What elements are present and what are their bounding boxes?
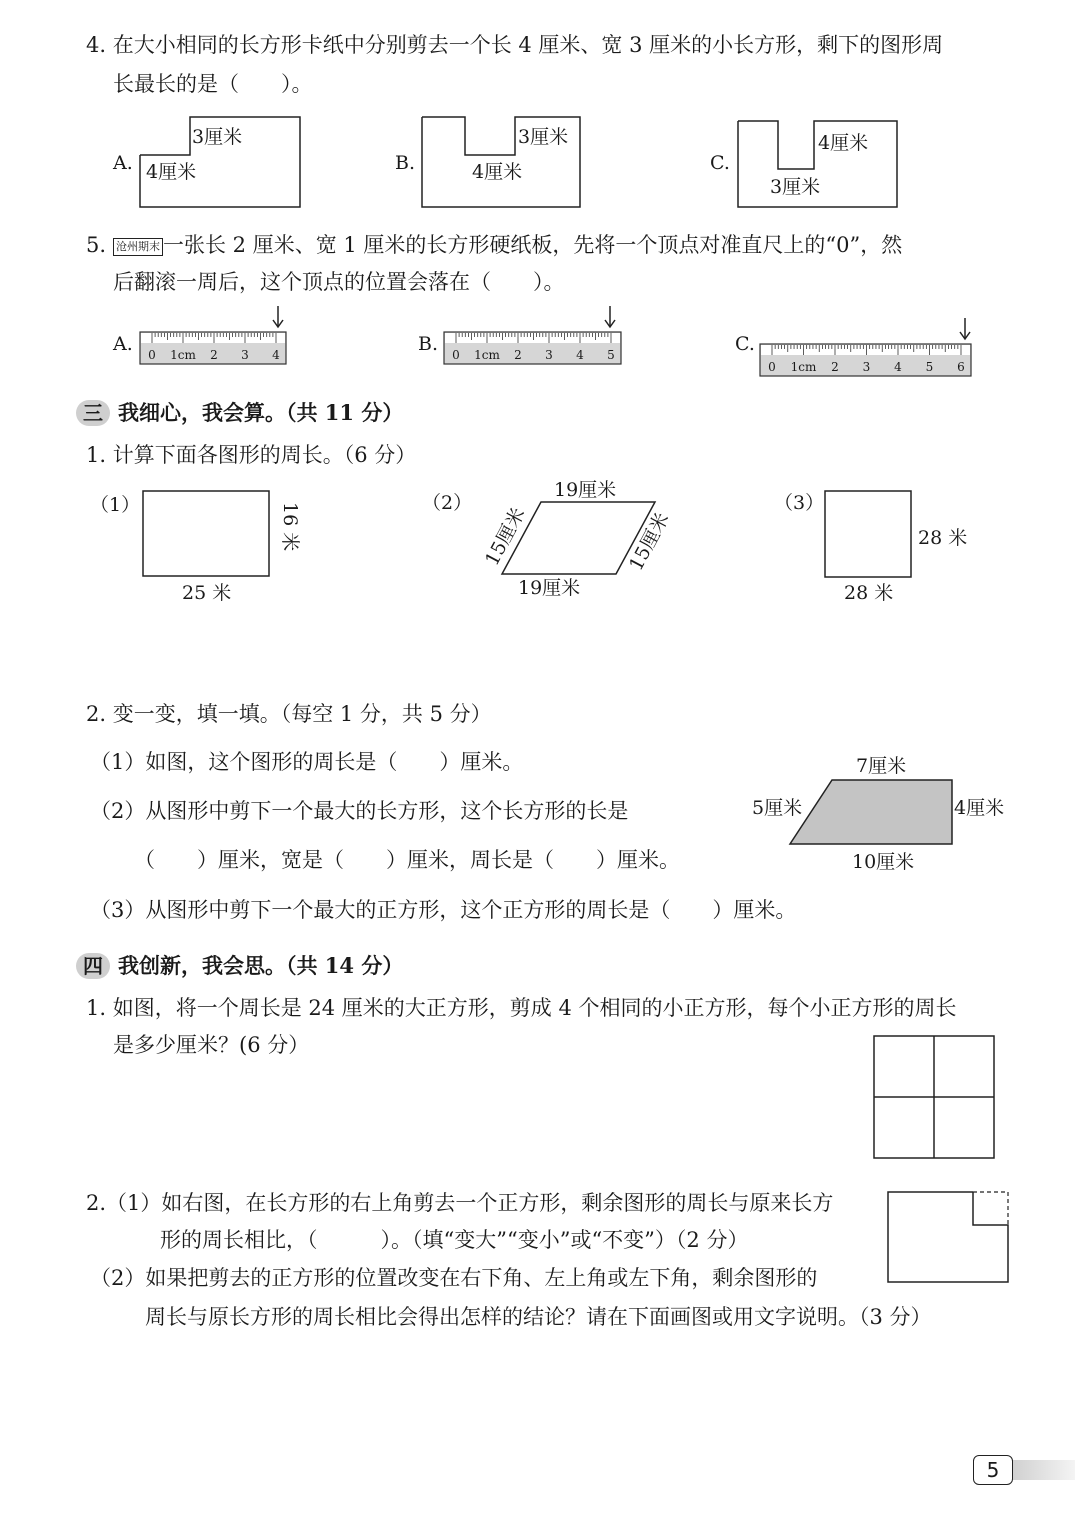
ruler-c-label: 4 (894, 360, 902, 374)
ruler-a-label: 0 (148, 348, 156, 362)
q4-figure-a (138, 115, 308, 215)
q4-b-label-top: 3厘米 (518, 126, 569, 148)
s3-figure2-number: （2） (422, 492, 473, 514)
ruler-c-label: 2 (831, 360, 839, 374)
ruler-c-label: 3 (862, 360, 871, 374)
s3-figure3-square (822, 488, 982, 608)
q4-option-b[interactable]: B. (395, 152, 416, 174)
q5-arrow-a (270, 304, 290, 330)
q5-ruler-c (760, 340, 975, 380)
s4-q2-rectangle-figure (886, 1190, 1012, 1286)
s3-f2-label-left: 15厘米 (480, 504, 530, 570)
ruler-b-label: 2 (514, 348, 522, 362)
s3-q2-part3: （3）从图形中剪下一个最大的正方形，这个正方形的周长是（ ）厘米。 (90, 898, 797, 922)
s4-q2-line4: 周长与原长方形的周长相比会得出怎样的结论？请在下面画图或用文字说明。（3 分） (145, 1305, 932, 1329)
page-number-bar (1005, 1460, 1075, 1480)
q4-text-line2: 长最长的是（ ）。 (113, 72, 313, 96)
q4-c-label-bottom: 3厘米 (770, 176, 821, 198)
section-three-badge: 三 (76, 400, 110, 426)
s3-figure1-number: （1） (90, 494, 141, 516)
q4-c-label-top: 4厘米 (818, 132, 869, 154)
s4-q1-line2: 是多少厘米？(6 分） (113, 1033, 310, 1057)
q5-text-line2: 后翻滚一周后，这个顶点的位置会落在（ ）。 (113, 270, 565, 294)
q5-line1 (113, 230, 902, 260)
q4-figure-b (420, 115, 590, 215)
s3-q2-part2-line1: （2）从图形中剪下一个最大的长方形，这个长方形的长是 (90, 799, 629, 823)
ruler-a-label: 4 (272, 348, 280, 362)
s4-q2-line3: （2）如果把剪去的正方形的位置改变在右下角、左上角或左下角，剩余图形的 (90, 1266, 818, 1290)
page-number: 5 (973, 1455, 1013, 1485)
q4-b-label-bottom: 4厘米 (472, 161, 523, 183)
s3-q2-part1: （1）如图，这个图形的周长是（ ）厘米。 (90, 750, 524, 774)
s4-q2-line1: 2.（1）如右图，在长方形的右上角剪去一个正方形，剩余图形的周长与原来长方 (86, 1191, 834, 1215)
s3-f2-label-top: 19厘米 (554, 479, 617, 501)
q4-a-label-top: 3厘米 (192, 126, 243, 148)
s3-f2-label-bottom: 19厘米 (518, 577, 581, 599)
q4-figure-c (736, 119, 906, 214)
ruler-c-label: 5 (925, 360, 934, 374)
ruler-c-label: 1cm (790, 360, 817, 374)
s3-f3-label-bottom: 28 米 (844, 582, 894, 604)
q5-line1-text: 一张长 2 厘米、宽 1 厘米的长方形硬纸板，先将一个顶点对准直尺上的“0”，然 (163, 233, 903, 257)
ruler-b-label: 5 (607, 348, 615, 362)
q5-ruler-a (140, 328, 300, 368)
s3-trap-label-right: 4厘米 (954, 797, 1005, 819)
ruler-b-label: 4 (576, 348, 584, 362)
ruler-a-label: 2 (210, 348, 218, 362)
ruler-c-label: 6 (957, 360, 965, 374)
section-three-title: 我细心，我会算。（共 11 分） (118, 400, 404, 425)
ruler-b-label: 3 (545, 348, 553, 362)
q5-option-c[interactable]: C. (735, 333, 755, 355)
section-four-badge: 四 (76, 953, 110, 979)
q5-ruler-b (444, 328, 624, 368)
s3-f3-label-side: 28 米 (918, 527, 968, 549)
s3-f1-label-side: 16 米 (279, 502, 301, 552)
s4-q1-square-grid (872, 1034, 998, 1162)
s3-figure3-number: （3） (774, 492, 825, 514)
q5-arrow-b (602, 304, 622, 330)
section-four-title: 我创新，我会思。（共 14 分） (118, 953, 404, 978)
q4-option-a[interactable]: A. (113, 152, 133, 174)
q4-option-c[interactable]: C. (710, 152, 730, 174)
s3-figure1-rectangle (140, 488, 310, 608)
s3-q1-text: 1. 计算下面各图形的周长。（6 分） (86, 443, 417, 467)
s3-f2-label-right: 15厘米 (624, 509, 674, 575)
ruler-a-label: 3 (241, 348, 249, 362)
s3-trap-label-bottom: 10厘米 (852, 851, 915, 873)
ruler-a-label: 1cm (170, 348, 196, 362)
q5-option-b[interactable]: B. (418, 333, 439, 355)
s3-q2-text: 2. 变一变，填一填。（每空 1 分，共 5 分） (86, 702, 492, 726)
q5-option-a[interactable]: A. (113, 333, 133, 355)
s3-q2-part2-line2: （ ）厘米，宽是（ ）厘米，周长是（ ）厘米。 (134, 848, 680, 872)
ruler-c-label: 0 (768, 360, 776, 374)
ruler-b-label: 1cm (474, 348, 500, 362)
s4-q1-line1: 1. 如图，将一个周长是 24 厘米的大正方形，剪成 4 个相同的小正方形，每个小正方形的周长 (86, 996, 957, 1020)
s3-f1-label-bottom: 25 米 (182, 582, 232, 604)
s3-trapezoid-figure (748, 748, 1018, 878)
s4-q2-line2: 形的周长相比，（ ）。（填“变大”“变小”或“不变”）（2 分） (160, 1228, 749, 1252)
q5-arrow-c (957, 316, 977, 342)
ruler-b-label: 0 (452, 348, 460, 362)
q5-number: 5. (86, 233, 107, 257)
s3-figure2-parallelogram (468, 472, 683, 607)
s3-trap-label-top: 7厘米 (856, 755, 907, 777)
q4-text-line1: 4. 在大小相同的长方形卡纸中分别剪去一个长 4 厘米、宽 3 厘米的小长方形，剩下的图形周 (86, 33, 944, 57)
s3-trap-label-left: 5厘米 (752, 797, 803, 819)
q4-a-label-side: 4厘米 (146, 161, 197, 183)
q5-source-tag: 沧州期末 (113, 238, 163, 256)
